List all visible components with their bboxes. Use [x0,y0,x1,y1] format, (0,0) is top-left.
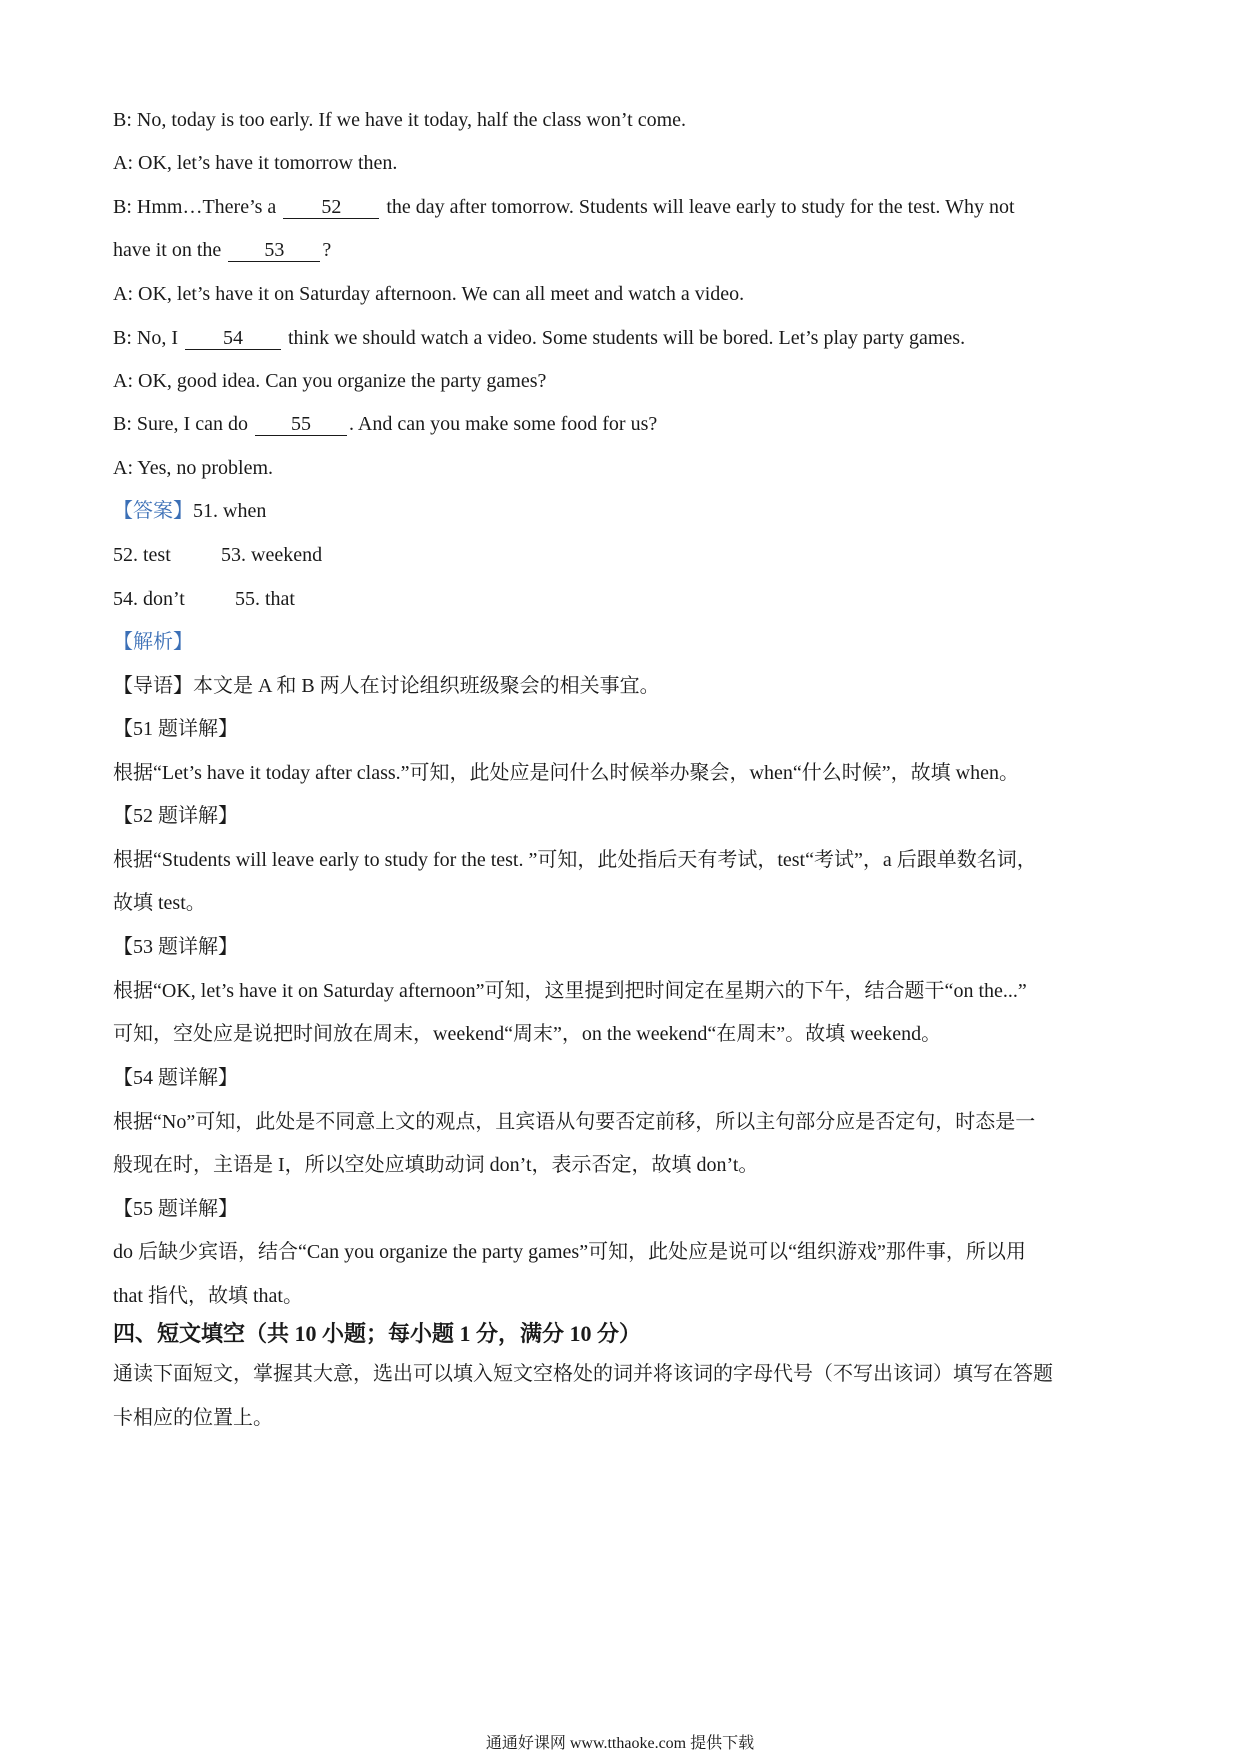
section-instructions: 通读下面短文，掌握其大意，选出可以填入短文空格处的词并将该词的字母代号（不写出该词）填写在答题 [113,1363,1053,1385]
dialogue-text: B: Hmm…There’s a [113,196,282,218]
dialogue-text: . And can you make some food for us? [348,413,658,435]
dialogue-text: have it on the [113,239,227,261]
question-53-text: 可知，空处应是说把时间放在周末，weekend“周末”，on the weekend“在周末”。故填 weekend。 [113,1023,942,1045]
blank-52: 52 [283,196,379,219]
section-heading: 四、短文填空（共 10 小题；每小题 1 分，满分 10 分） [113,1321,642,1346]
dialogue-line [113,281,1133,307]
dialogue-line [113,411,1133,437]
question-55-text: do 后缺少宾语，结合“Can you organize the party games”可知，此处应是说可以“组织游戏”那件事，所以用 [113,1241,1026,1263]
question-54-text: 根据“No”可知，此处是不同意上文的观点，且宾语从句要否定前移，所以主句部分应是否定句，时态是一 [113,1111,1036,1133]
dialogue-line [113,368,1133,394]
blank-55: 55 [255,413,347,436]
dialogue-line [113,107,1133,133]
dialogue-text: A: OK, let’s have it on Saturday afternoon. We can all meet and watch a video. [113,283,745,305]
answer-51: 51. when [193,500,267,522]
question-51-heading: 【51 题详解】 [113,718,238,740]
question-51-text: 根据“Let’s have it today after class.”可知，此处应是问什么时候举办聚会，when“什么时候”，故填 when。 [113,762,1019,784]
dialogue-text: think we should watch a video. Some students will be bored. Let’s play party games. [283,327,966,349]
dialogue-text: A: Yes, no problem. [113,457,274,479]
question-52-text: 根据“Students will leave early to study for the test. ”可知，此处指后天有考试，test“考试”，a 后跟单数名词， [113,849,1037,871]
blank-53: 53 [228,239,320,262]
analysis-tag: 【解析】 [113,631,193,653]
answer-55: 55. that [235,588,295,610]
dialogue-text: the day after tomorrow. Students will leave early to study for the test. Why not [381,196,1015,218]
answer-line [113,498,1133,524]
dialogue-text: ? [322,239,332,261]
dialogue-line [113,194,1133,220]
dialogue-text: B: Sure, I can do [113,413,253,435]
answer-line [113,586,1133,612]
question-53-text: 根据“OK, let’s have it on Saturday afternoon”可知，这里提到把时间定在星期六的下午，结合题干“on the...” [113,980,1027,1002]
analysis-line [113,629,1133,655]
dialogue-line [113,325,1133,351]
dialogue-line [113,237,1133,263]
blank-54: 54 [185,327,281,350]
question-52-text: 故填 test。 [113,892,206,914]
analysis-intro: 【导语】本文是 A 和 B 两人在讨论组织班级聚会的相关事宜。 [113,675,660,697]
question-52-heading: 【52 题详解】 [113,805,238,827]
dialogue-text: B: No, I [113,327,183,349]
answer-53: 53. weekend [221,544,323,566]
question-55-text: that 指代，故填 that。 [113,1285,303,1307]
question-54-heading: 【54 题详解】 [113,1067,238,1089]
dialogue-text: A: OK, good idea. Can you organize the party games? [113,370,547,392]
answer-52: 52. test [113,544,171,566]
question-54-text: 般现在时，主语是 I，所以空处应填助动词 don’t，表示否定，故填 don’t。 [113,1154,759,1176]
dialogue-line [113,455,1133,481]
question-53-heading: 【53 题详解】 [113,936,238,958]
answer-tag: 【答案】 [113,500,193,522]
answer-54: 54. don’t [113,588,185,610]
dialogue-text: A: OK, let’s have it tomorrow then. [113,152,398,174]
page-footer: 通通好课网 www.tthaoke.com 提供下载 [485,1735,755,1752]
answer-line [113,542,1133,568]
dialogue-text: B: No, today is too early. If we have it today, half the class won’t come. [113,109,686,131]
question-55-heading: 【55 题详解】 [113,1198,238,1220]
dialogue-line [113,150,1133,176]
section-instructions: 卡相应的位置上。 [113,1407,273,1429]
